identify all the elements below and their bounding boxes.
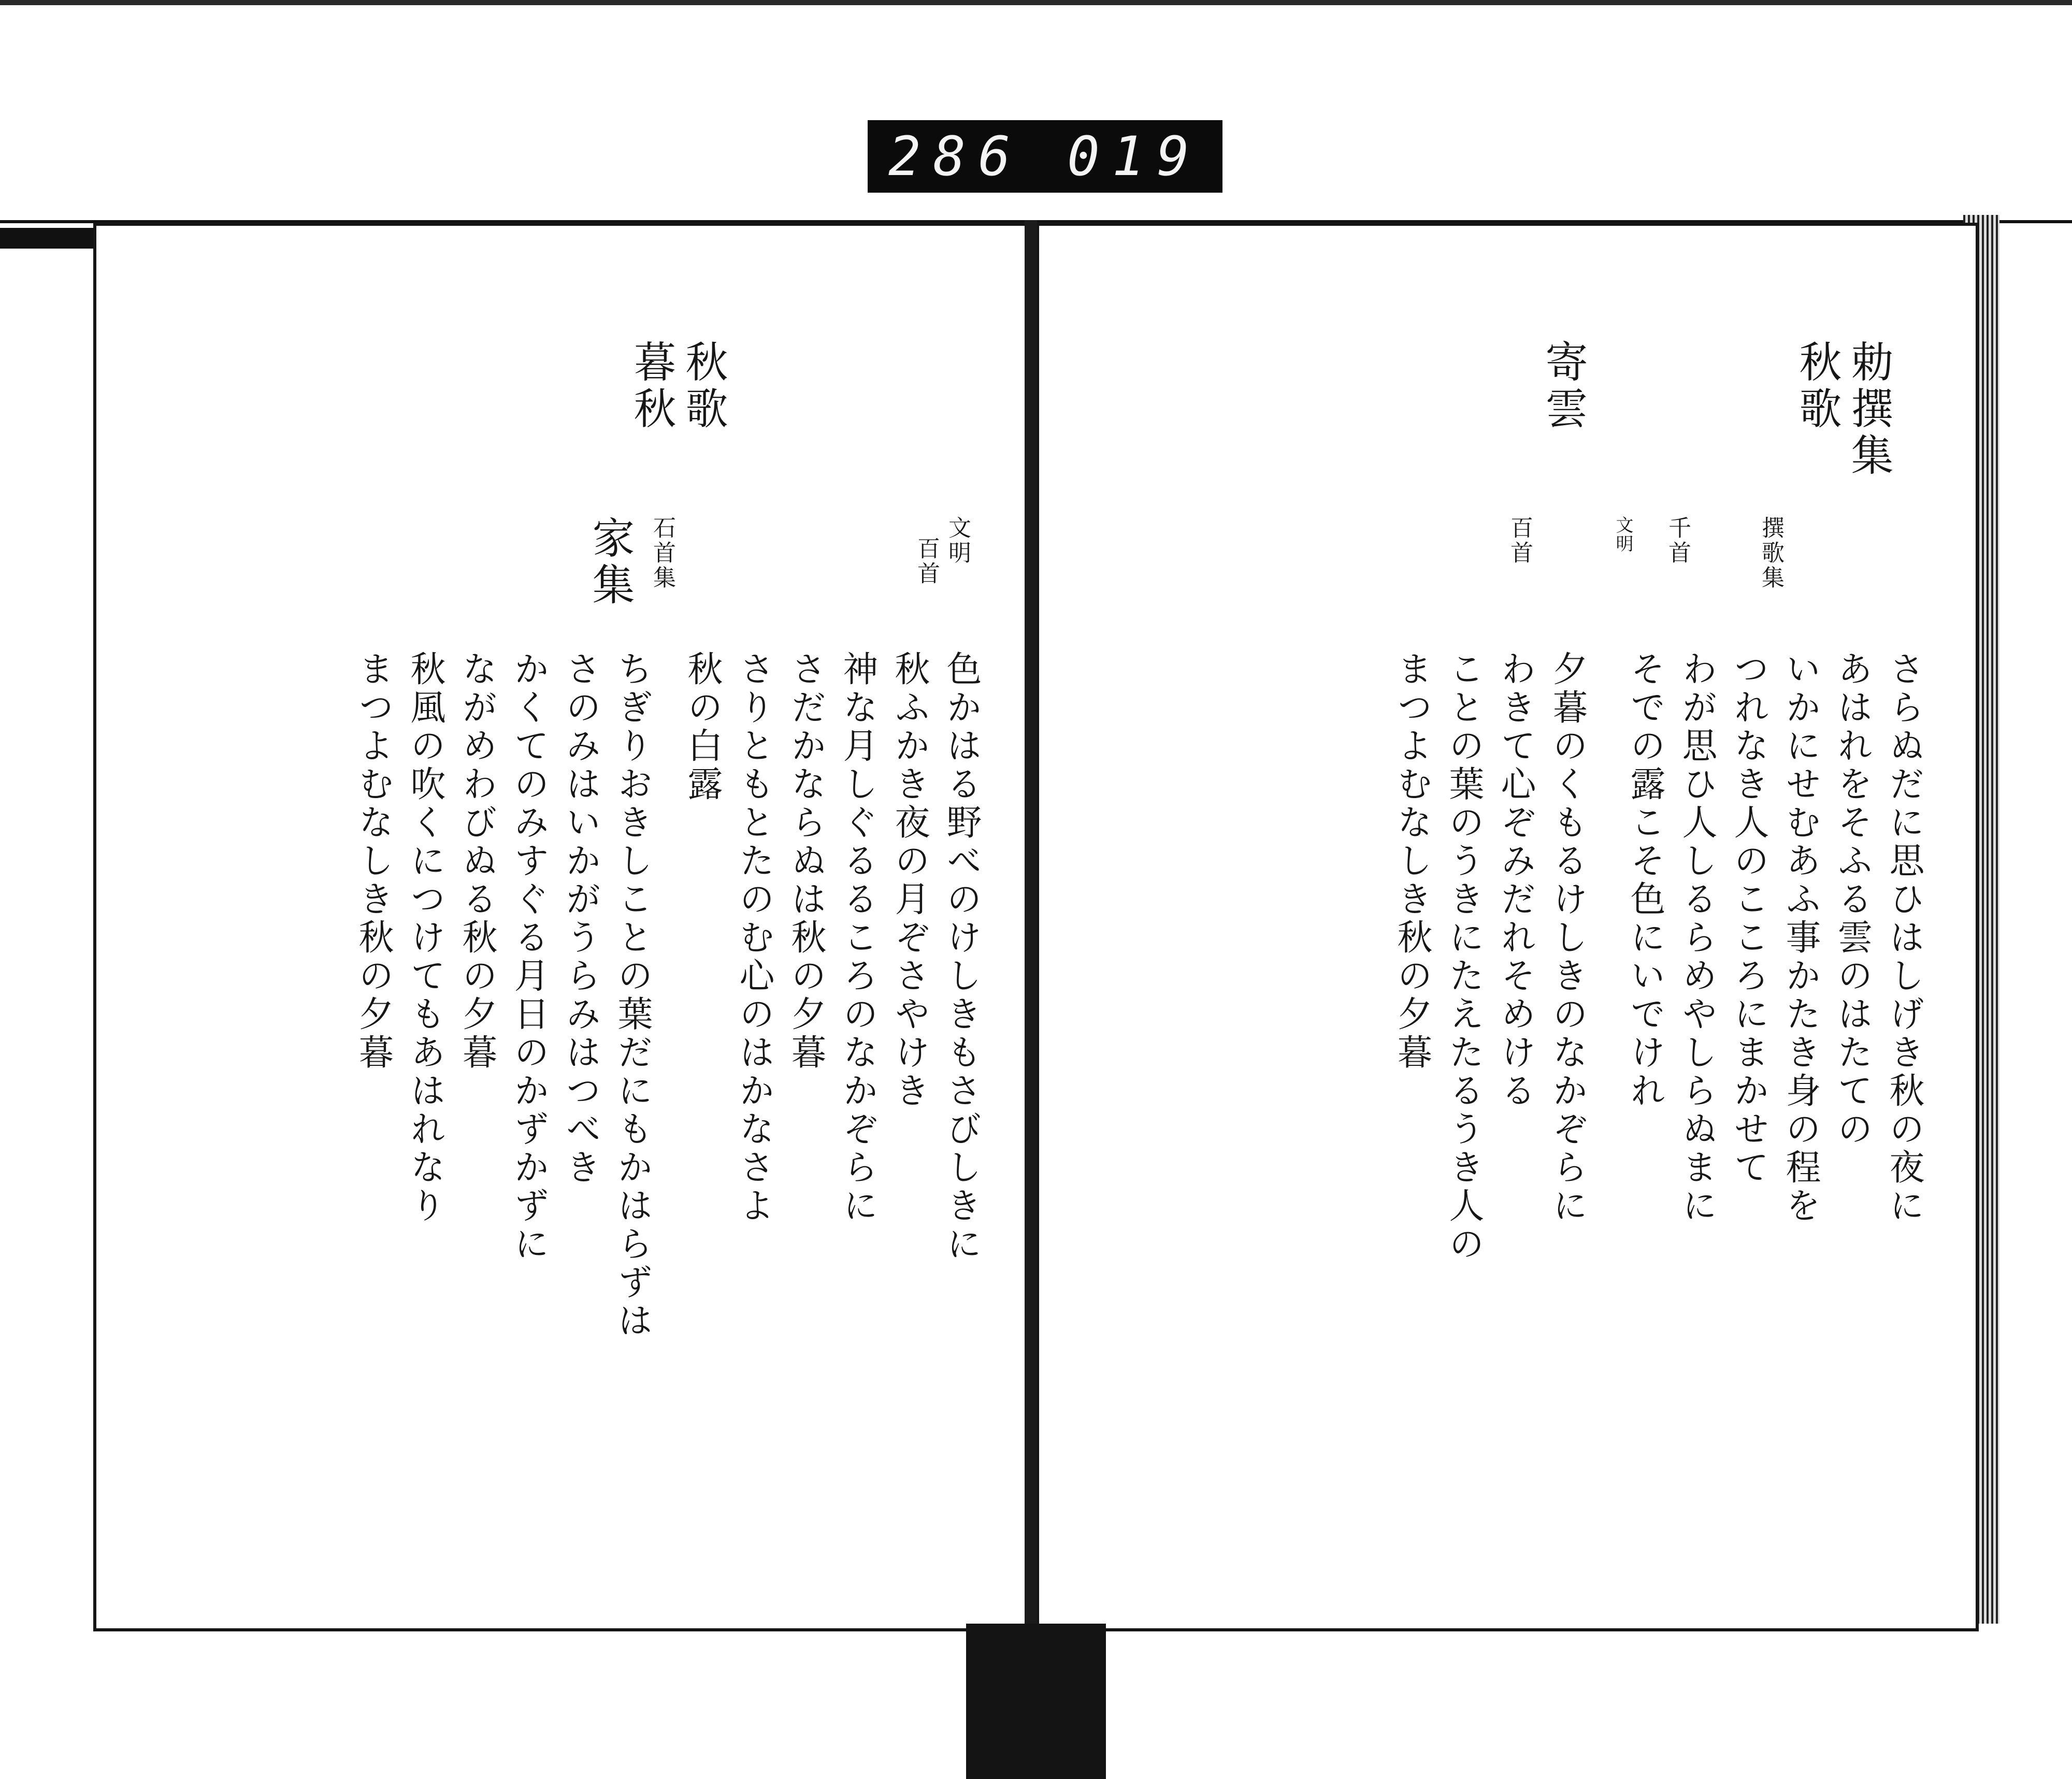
poem-line: さだかならぬは秋の夕暮	[785, 650, 826, 1072]
book-gutter	[1025, 220, 1037, 1629]
binding-shadow	[966, 1624, 1106, 1779]
scan-edge	[0, 228, 98, 249]
poem-line: いかにせむあふ事かたき身の程を	[1780, 650, 1821, 1225]
poem-line: さらぬだに思ひはしげき秋の夜に	[1883, 650, 1924, 1225]
section-title: 勅撰集	[1844, 340, 1893, 480]
poem-line: 秋ふかき夜の月ぞさやけき	[889, 650, 930, 1110]
left-page	[93, 223, 1036, 1631]
section-title: 寄雲	[1538, 340, 1588, 433]
source-note: 千首	[1664, 516, 1691, 566]
source-note: 百首	[913, 537, 940, 586]
poem-line: さのみはいかがうらみはつべき	[560, 650, 601, 1187]
poem-line: ながめわびぬる秋の夕暮	[456, 650, 497, 1072]
poem-line: あはれをそふる雲のはたての	[1832, 650, 1873, 1149]
section-title: 秋歌	[679, 340, 728, 433]
source-note: 家集	[585, 516, 635, 609]
poem-line: さりともとたのむ心のはかなさよ	[733, 650, 774, 1225]
poem-line: 秋の白露	[682, 650, 723, 804]
frame-number-label	[868, 120, 1222, 193]
scan-edge	[0, 0, 2072, 5]
poem-line: わが思ひ人しるらめやしらぬまに	[1676, 650, 1717, 1225]
source-note: 石首集	[649, 516, 675, 590]
poem-line: ちぎりおきしことの葉だにもかはらずは	[612, 650, 653, 1340]
right-page	[1036, 223, 1979, 1631]
source-note: 撰歌集	[1758, 516, 1784, 590]
poem-line: まつよむなしき秋の夕暮	[1391, 650, 1432, 1072]
poem-line: まつよむなしき秋の夕暮	[353, 650, 394, 1072]
poem-line: かくてのみすぐる月日のかずかずに	[508, 650, 549, 1264]
frame-number: 019	[1067, 125, 1202, 188]
poem-line: ことの葉のうきにたえたるうき人の	[1443, 650, 1484, 1264]
section-title: 秋歌	[1792, 340, 1841, 433]
poem-line: 色かはる野べのけしきもさびしきに	[941, 650, 982, 1264]
poem-line: つれなき人のこころにまかせて	[1728, 650, 1769, 1187]
source-note: 百首	[1506, 516, 1533, 566]
poem-line: わきて心ぞみだれそめける	[1495, 650, 1536, 1110]
source-note: 文明	[944, 516, 971, 566]
section-title: 暮秋	[627, 340, 676, 433]
poem-line: 秋風の吹くにつけてもあはれなり	[405, 650, 445, 1225]
poem-line: 神な月しぐるるころのなかぞらに	[837, 650, 878, 1225]
poem-line: 夕暮のくもるけしきのなかぞらに	[1547, 650, 1588, 1225]
source-note: 文明	[1613, 516, 1633, 553]
poem-line: そでの露こそ色にいでけれ	[1624, 650, 1665, 1110]
reel-number: 286	[888, 125, 1023, 188]
